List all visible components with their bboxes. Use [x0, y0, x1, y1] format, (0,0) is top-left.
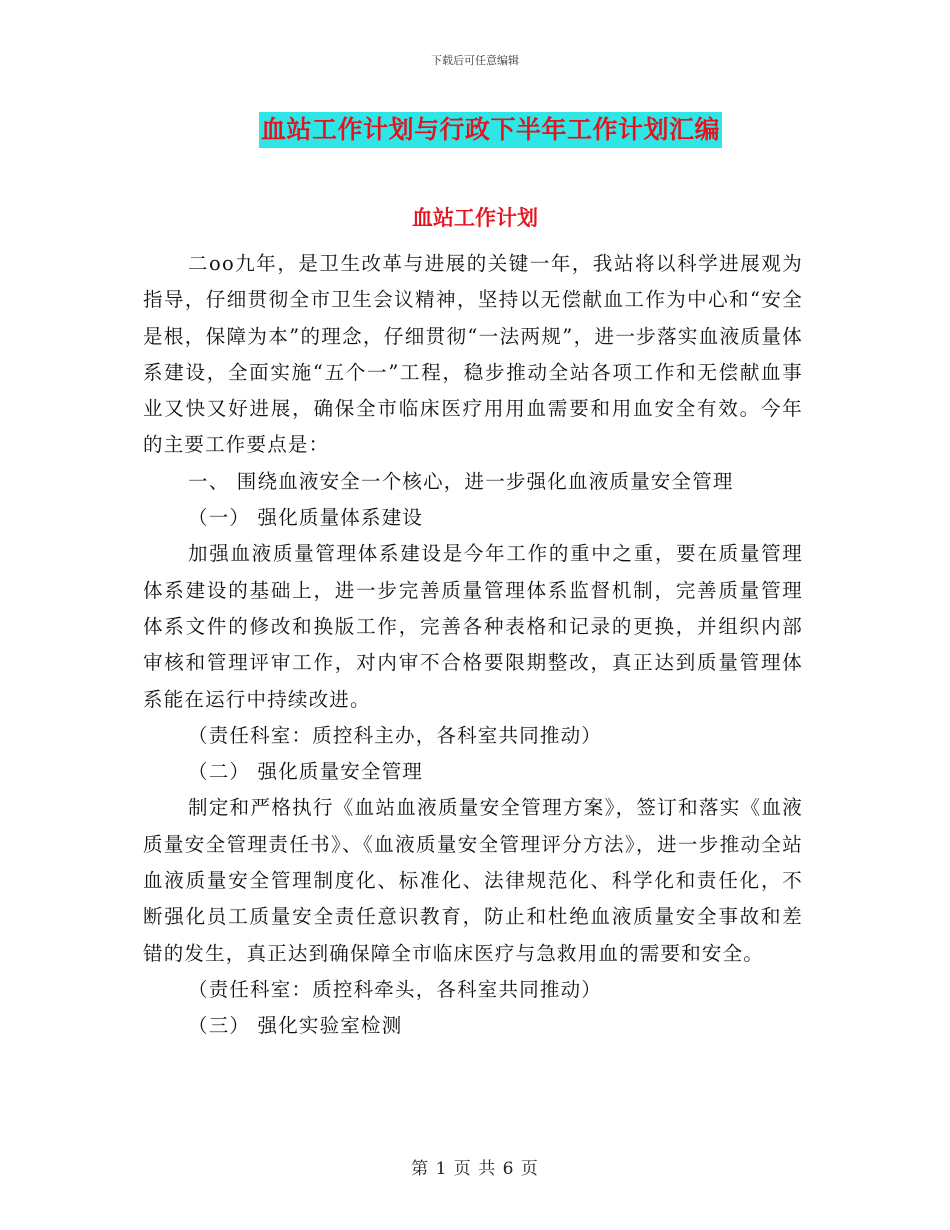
- heading-level2: （二） 强化质量安全管理: [188, 760, 424, 784]
- paragraph-body: 加强血液质量管理体系建设是今年工作的重中之重，要在质量管理体系建设的基础上，进一步完善质量管理体系监督机制，完善质量管理体系文件的修改和换版工作，完善各种表格和记录的更换，并组织内部审核和管理评审工作，对内审不合格要限期整改，真正达到质量管理体系能在运行中持续改进。: [143, 542, 803, 711]
- heading-level2: （一） 强化质量体系建设: [188, 506, 424, 530]
- document-title: 血站工作计划与行政下半年工作计划汇编: [259, 112, 722, 148]
- header-note: 下载后可任意编辑: [431, 54, 519, 67]
- page-footer: 第 1 页 共 6 页: [411, 1159, 539, 1179]
- section-title: 血站工作计划: [412, 206, 538, 230]
- paragraph-body: 制定和严格执行《血站血液质量安全管理方案》，签订和落实《血液质量安全管理责任书》、《血液质量安全管理评分方法》，进一步推动全站血液质量安全管理制度化、标准化、法律规范化、科学化和责任化，不断强化员工质量安全责任意识教育，防止和杜绝血液质量安全事故和差错的发生，真正达到确保障全市临床医疗与急救用血的需要和安全。: [143, 796, 803, 965]
- document-body: [143, 246, 803, 1045]
- responsibility-note: （责任科室：质控科主办，各科室共同推动）: [188, 723, 603, 747]
- responsibility-note: （责任科室：质控科牵头，各科室共同推动）: [188, 977, 603, 1001]
- paragraph-intro: 二oo九年，是卫生改革与进展的关键一年，我站将以科学进展观为指导，仔细贯彻全市卫生会议精神，坚持以无偿献血工作为中心和“安全是根，保障为本”的理念，仔细贯彻“一法两规”，进一步落实血液质量体系建设，全面实施“五个一”工程，稳步推动全站各项工作和无偿献血事业又快又好进展，确保全市临床医疗用用血需要和用血安全有效。今年的主要工作要点是：: [143, 252, 803, 457]
- heading-level1: 一、 围绕血液安全一个核心，进一步强化血液质量安全管理: [188, 469, 734, 493]
- heading-level2: （三） 强化实验室检测: [188, 1014, 403, 1038]
